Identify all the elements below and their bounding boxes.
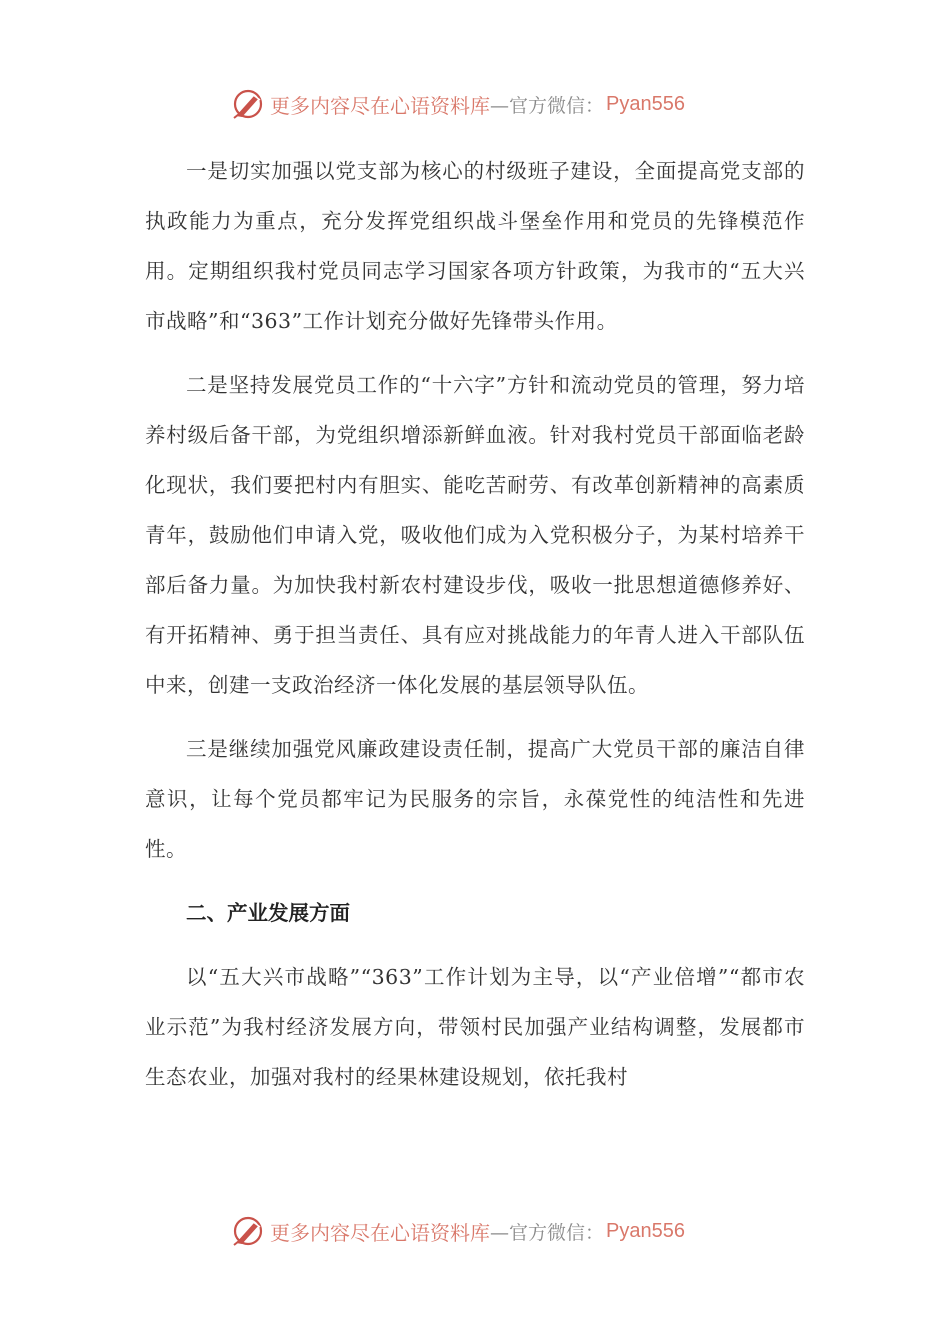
watermark-official-label: —官方微信： xyxy=(490,94,605,117)
watermark-wechat-id: Pyan556 xyxy=(606,92,685,115)
paragraph-3: 三是继续加强党风廉政建设责任制，提高广大党员干部的廉洁自律意识，让每个党员都牢记为民服务的宗旨，永葆党性的纯洁性和先进性。 xyxy=(145,737,805,861)
footer-watermark xyxy=(230,1211,750,1251)
watermark-official-label: —官方微信： xyxy=(490,1221,605,1244)
pen-logo-icon xyxy=(230,86,266,122)
document-body xyxy=(145,146,805,1116)
section-paragraph: 以“五大兴市战略”“363”工作计划为主导，以“产业倍增”“都市农业示范”为我村经济发展方向，带领村民加强产业结构调整，发展都市生态农业，加强对我村的经果林建设规划，依托我村 xyxy=(145,965,805,1089)
paragraph-1: 一是切实加强以党支部为核心的村级班子建设，全面提高党支部的执政能力为重点，充分发挥党组织战斗堡垒作用和党员的先锋模范作用。定期组织我村党员同志学习国家各项方针政策，为我市的“五大兴市战略”和“363”工作计划充分做好先锋带头作用。 xyxy=(145,159,805,333)
watermark-brand: 更多内容尽在心语资料库 xyxy=(270,1220,490,1245)
section-heading: 二、产业发展方面 xyxy=(186,901,350,925)
watermark-brand: 更多内容尽在心语资料库 xyxy=(270,93,490,118)
pen-logo-icon xyxy=(230,1213,266,1249)
watermark-wechat-id: Pyan556 xyxy=(606,1219,685,1242)
paragraph-2: 二是坚持发展党员工作的“十六字”方针和流动党员的管理，努力培养村级后备干部，为党组织增添新鲜血液。针对我村党员干部面临老龄化现状，我们要把村内有胆实、能吃苦耐劳、有改革创新精神的高素质青年，鼓励他们申请入党，吸收他们成为入党积极分子，为某村培养干部后备力量。为加快我村新农村建设步伐，吸收一批思想道德修养好、有开拓精神、勇于担当责任、具有应对挑战能力的年青人进入干部队伍中来，创建一支政治经济一体化发展的基层领导队伍。 xyxy=(145,373,805,697)
header-watermark xyxy=(230,84,750,124)
